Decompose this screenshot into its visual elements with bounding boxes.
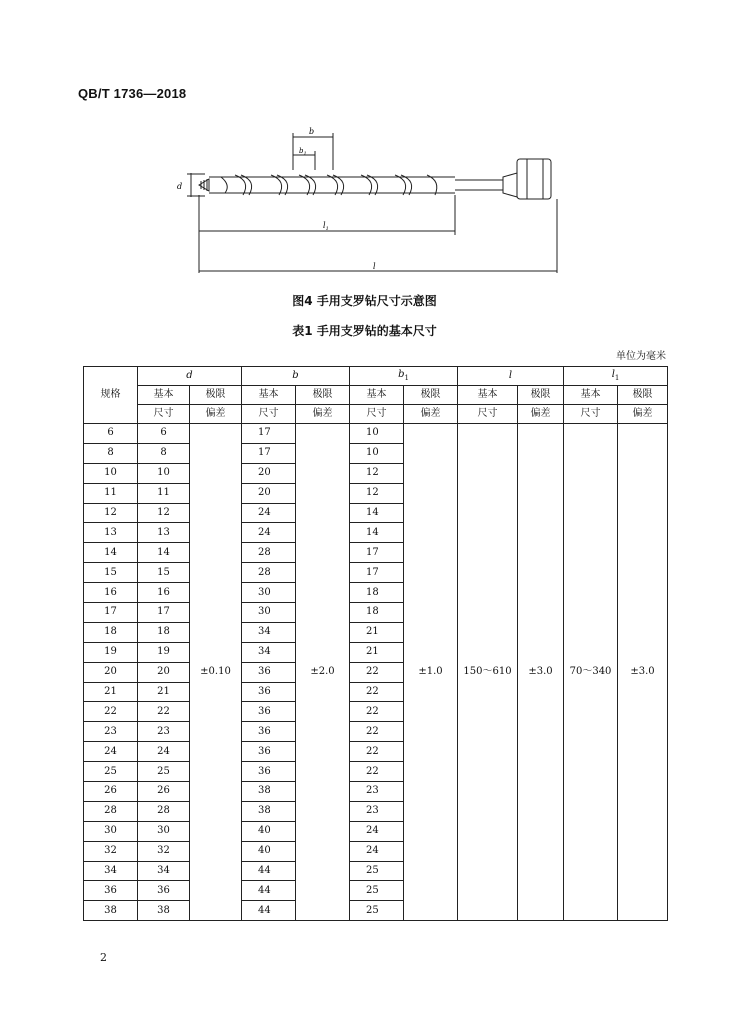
cell-b1-basic: 22 [350, 662, 404, 682]
cell-spec: 16 [84, 583, 138, 603]
header-spec: 规格 [84, 367, 138, 424]
header-tol-bottom: 偏差 [190, 405, 242, 424]
cell-b1-basic: 25 [350, 881, 404, 901]
cell-b1-basic: 22 [350, 722, 404, 742]
figure-caption: 图4 手用支罗钻尺寸示意图 [292, 294, 437, 308]
table-caption: 表1 手用支罗钻的基本尺寸 [292, 324, 437, 338]
cell-b-basic: 36 [242, 762, 296, 782]
cell-b-basic: 36 [242, 742, 296, 762]
label-l1: $l_1$ [323, 221, 329, 232]
cell-spec: 30 [84, 821, 138, 841]
header-tol-top: 极限 [296, 386, 350, 405]
label-b1: $b_1$ [299, 147, 307, 157]
cell-b1-basic: 22 [350, 742, 404, 762]
cell-spec: 14 [84, 543, 138, 563]
cell-b-basic: 36 [242, 682, 296, 702]
cell-b1-basic: 18 [350, 603, 404, 623]
cell-d-basic: 28 [138, 801, 190, 821]
cell-b1-basic: 22 [350, 682, 404, 702]
cell-spec: 10 [84, 463, 138, 483]
header-d: d [138, 367, 242, 386]
cell-d-basic: 20 [138, 662, 190, 682]
label-b: b [309, 127, 315, 136]
cell-b-basic: 24 [242, 523, 296, 543]
cell-b-basic: 40 [242, 821, 296, 841]
cell-spec: 15 [84, 563, 138, 583]
header-tol-top: 极限 [190, 386, 242, 405]
cell-d-basic: 19 [138, 642, 190, 662]
header-l1: $l_1$ [564, 367, 668, 386]
cell-spec: 6 [84, 424, 138, 444]
cell-b1-basic: 14 [350, 503, 404, 523]
cell-b1-basic: 24 [350, 821, 404, 841]
cell-b1-basic: 10 [350, 443, 404, 463]
cell-spec: 17 [84, 603, 138, 623]
cell-spec: 13 [84, 523, 138, 543]
cell-spec: 23 [84, 722, 138, 742]
cell-b-basic: 30 [242, 583, 296, 603]
cell-b1-tol: ±1.0 [404, 424, 458, 921]
cell-d-basic: 22 [138, 702, 190, 722]
auger-bit-drawing [165, 125, 565, 285]
cell-b-basic: 34 [242, 622, 296, 642]
cell-l-basic: 150～610 [458, 424, 518, 921]
header-basic-top: 基本 [458, 386, 518, 405]
cell-spec: 21 [84, 682, 138, 702]
cell-spec: 25 [84, 762, 138, 782]
cell-d-basic: 34 [138, 861, 190, 881]
standard-code: QB/T 1736—2018 [78, 86, 187, 101]
cell-d-basic: 23 [138, 722, 190, 742]
cell-d-tol: ±0.10 [190, 424, 242, 921]
header-basic-top: 基本 [138, 386, 190, 405]
header-tol-bottom: 偏差 [618, 405, 668, 424]
cell-b1-basic: 25 [350, 861, 404, 881]
cell-d-basic: 8 [138, 443, 190, 463]
cell-b1-basic: 23 [350, 782, 404, 802]
cell-b-basic: 20 [242, 483, 296, 503]
cell-b-basic: 28 [242, 543, 296, 563]
cell-b-basic: 40 [242, 841, 296, 861]
cell-l1-basic: 70～340 [564, 424, 618, 921]
cell-b-basic: 36 [242, 662, 296, 682]
cell-spec: 24 [84, 742, 138, 762]
cell-d-basic: 14 [138, 543, 190, 563]
cell-b1-basic: 22 [350, 702, 404, 722]
header-basic-bottom: 尺寸 [138, 405, 190, 424]
cell-b-basic: 17 [242, 443, 296, 463]
header-b: b [242, 367, 350, 386]
cell-d-basic: 36 [138, 881, 190, 901]
cell-d-basic: 32 [138, 841, 190, 861]
cell-b-tol: ±2.0 [296, 424, 350, 921]
cell-b1-basic: 12 [350, 463, 404, 483]
cell-d-basic: 10 [138, 463, 190, 483]
cell-spec: 26 [84, 782, 138, 802]
cell-spec: 38 [84, 901, 138, 921]
cell-d-basic: 25 [138, 762, 190, 782]
cell-spec: 8 [84, 443, 138, 463]
cell-b-basic: 20 [242, 463, 296, 483]
cell-b-basic: 36 [242, 702, 296, 722]
cell-b1-basic: 21 [350, 622, 404, 642]
cell-d-basic: 30 [138, 821, 190, 841]
cell-l1-tol: ±3.0 [618, 424, 668, 921]
cell-spec: 20 [84, 662, 138, 682]
header-tol-top: 极限 [404, 386, 458, 405]
label-l: l [373, 262, 376, 271]
label-d: d [177, 182, 183, 191]
header-tol-bottom: 偏差 [296, 405, 350, 424]
cell-d-basic: 21 [138, 682, 190, 702]
cell-b1-basic: 17 [350, 543, 404, 563]
header-basic-bottom: 尺寸 [242, 405, 296, 424]
header-basic-top: 基本 [350, 386, 404, 405]
cell-d-basic: 38 [138, 901, 190, 921]
page-number: 2 [100, 951, 107, 964]
cell-spec: 19 [84, 642, 138, 662]
cell-b-basic: 24 [242, 503, 296, 523]
cell-b-basic: 30 [242, 603, 296, 623]
cell-d-basic: 24 [138, 742, 190, 762]
cell-d-basic: 11 [138, 483, 190, 503]
cell-d-basic: 16 [138, 583, 190, 603]
cell-b1-basic: 21 [350, 642, 404, 662]
cell-spec: 36 [84, 881, 138, 901]
cell-b1-basic: 14 [350, 523, 404, 543]
cell-b-basic: 36 [242, 722, 296, 742]
header-basic-bottom: 尺寸 [458, 405, 518, 424]
cell-b1-basic: 22 [350, 762, 404, 782]
unit-note: 单位为毫米 [616, 351, 666, 362]
cell-d-basic: 15 [138, 563, 190, 583]
cell-spec: 22 [84, 702, 138, 722]
cell-b-basic: 38 [242, 801, 296, 821]
cell-l-tol: ±3.0 [518, 424, 564, 921]
cell-spec: 11 [84, 483, 138, 503]
header-tol-top: 极限 [518, 386, 564, 405]
header-tol-bottom: 偏差 [518, 405, 564, 424]
cell-b-basic: 28 [242, 563, 296, 583]
cell-b1-basic: 25 [350, 901, 404, 921]
cell-b-basic: 34 [242, 642, 296, 662]
cell-d-basic: 26 [138, 782, 190, 802]
header-basic-top: 基本 [242, 386, 296, 405]
cell-b1-basic: 18 [350, 583, 404, 603]
cell-d-basic: 18 [138, 622, 190, 642]
cell-spec: 28 [84, 801, 138, 821]
cell-d-basic: 13 [138, 523, 190, 543]
cell-d-basic: 6 [138, 424, 190, 444]
header-l: l [458, 367, 564, 386]
table-row [84, 424, 668, 444]
cell-b-basic: 44 [242, 901, 296, 921]
cell-d-basic: 12 [138, 503, 190, 523]
cell-spec: 32 [84, 841, 138, 861]
cell-b-basic: 44 [242, 881, 296, 901]
header-basic-bottom: 尺寸 [350, 405, 404, 424]
dimensions-table [83, 366, 668, 921]
header-tol-top: 极限 [618, 386, 668, 405]
header-basic-bottom: 尺寸 [564, 405, 618, 424]
header-basic-top: 基本 [564, 386, 618, 405]
header-b1: $b_1$ [350, 367, 458, 386]
cell-spec: 34 [84, 861, 138, 881]
header-tol-bottom: 偏差 [404, 405, 458, 424]
cell-d-basic: 17 [138, 603, 190, 623]
cell-b1-basic: 17 [350, 563, 404, 583]
cell-b1-basic: 24 [350, 841, 404, 861]
cell-b1-basic: 10 [350, 424, 404, 444]
cell-b1-basic: 23 [350, 801, 404, 821]
cell-b-basic: 17 [242, 424, 296, 444]
cell-spec: 12 [84, 503, 138, 523]
cell-b-basic: 44 [242, 861, 296, 881]
cell-b1-basic: 12 [350, 483, 404, 503]
cell-spec: 18 [84, 622, 138, 642]
cell-b-basic: 38 [242, 782, 296, 802]
